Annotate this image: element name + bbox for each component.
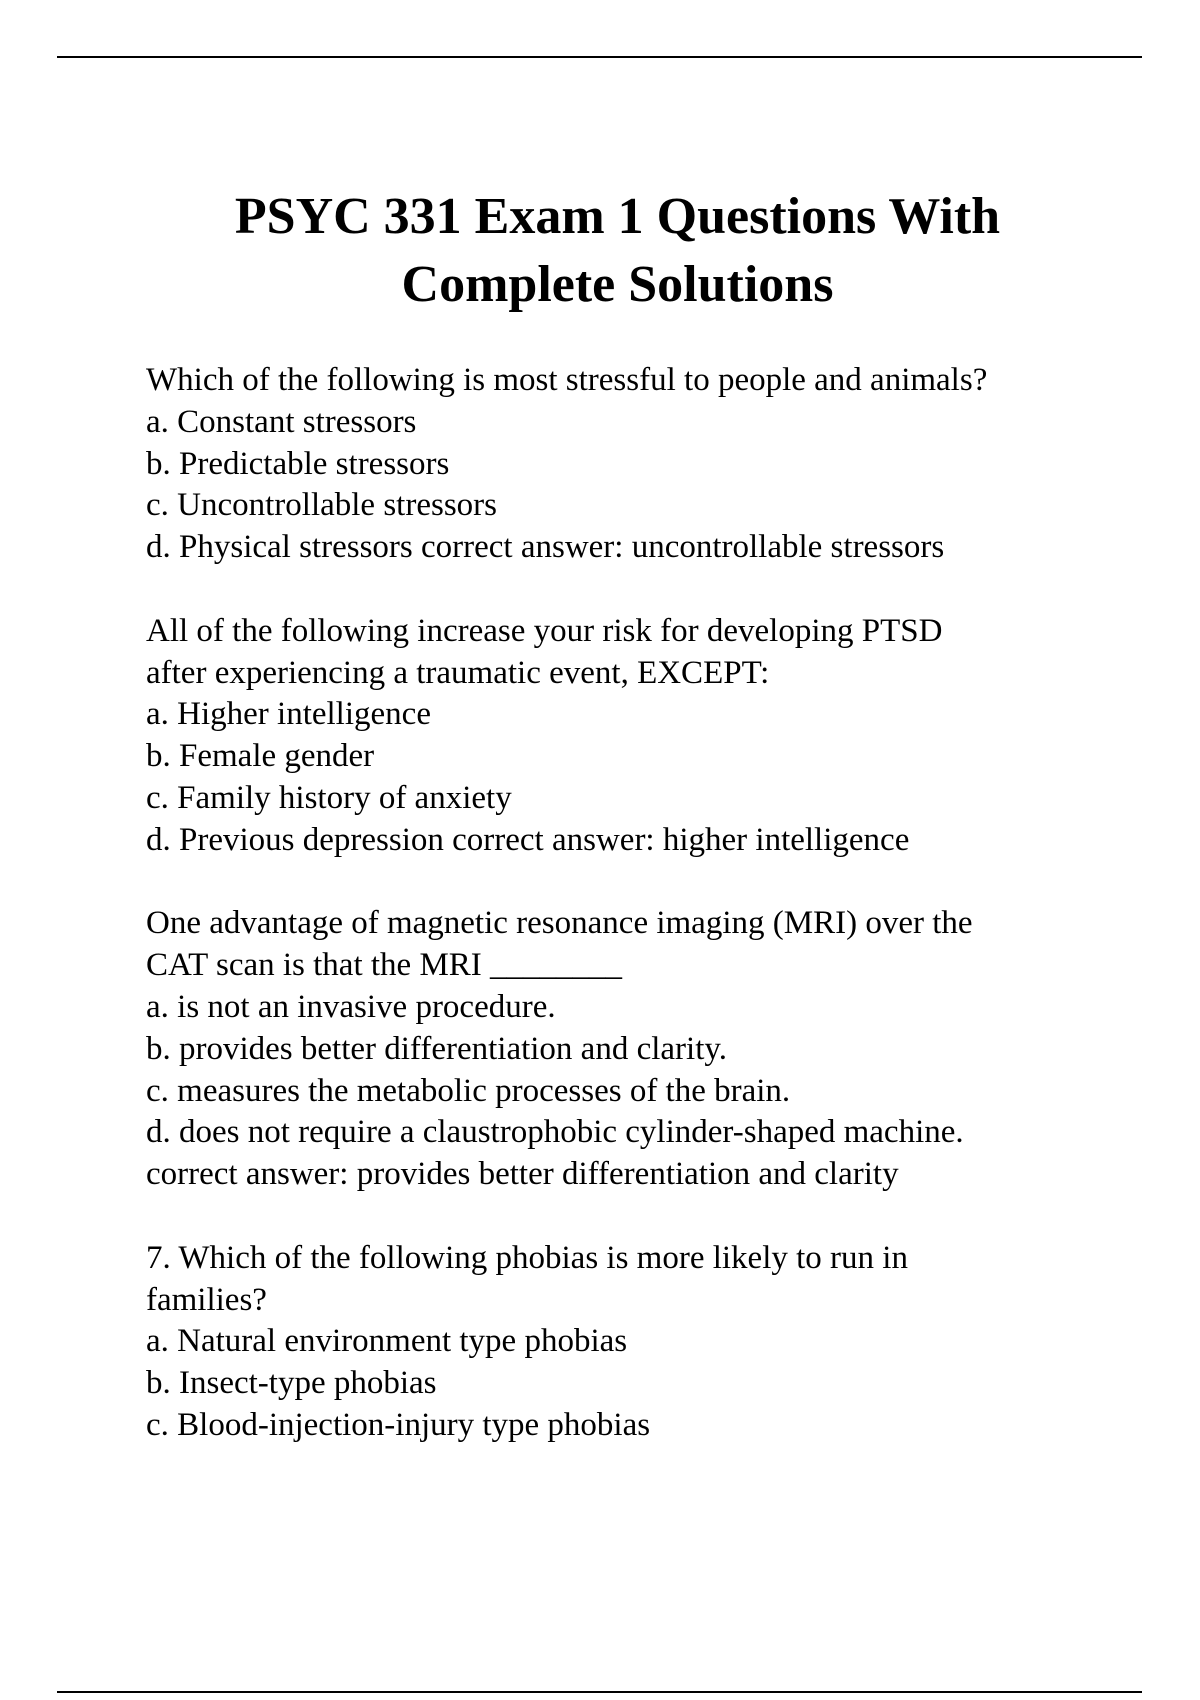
question-text: after experiencing a traumatic event, EXCEPT: [146,654,770,691]
top-rule [57,56,1142,58]
question-block-3 [146,903,1146,1196]
title-line-1: PSYC 331 Exam 1 Questions With [234,188,1001,245]
question-list [146,360,1146,1447]
answer-option: c. Blood-injection-injury type phobias [146,1406,651,1443]
question-text: 7. Which of the following phobias is more likely to run in [146,1239,908,1276]
answer-option: c. measures the metabolic processes of the brain. [146,1072,791,1109]
answer-option: b. Insect-type phobias [146,1365,437,1402]
question-block-2 [146,611,1146,862]
answer-option: d. does not require a claustrophobic cylinder-shaped machine. [146,1114,964,1151]
question-text: CAT scan is that the MRI ________ [146,947,623,984]
page-title [0,183,1200,319]
question-text: Which of the following is most stressful to people and animals? [146,362,988,398]
answer-option-with-solution: d. Previous depression correct answer: higher intelligence [146,821,910,858]
answer-option: c. Family history of anxiety [146,779,512,816]
answer-option: a. Higher intelligence [146,696,431,733]
answer-option: c. Uncontrollable stressors [146,487,497,524]
answer-option-with-solution: d. Physical stressors correct answer: uncontrollable stressors [146,529,945,566]
question-block-1 [146,360,1146,569]
question-text: families? [146,1281,267,1318]
answer-option: b. provides better differentiation and clarity. [146,1030,727,1067]
question-text: All of the following increase your risk for developing PTSD [146,612,943,649]
answer-option: a. Constant stressors [146,403,417,440]
answer-option: a. is not an invasive procedure. [146,988,556,1025]
answer-option: b. Predictable stressors [146,445,450,482]
answer-option: a. Natural environment type phobias [146,1323,628,1360]
answer-option: b. Female gender [146,738,375,775]
question-block-4 [146,1238,1146,1447]
correct-answer: correct answer: provides better differentiation and clarity [146,1156,899,1193]
title-line-2: Complete Solutions [401,256,834,313]
question-text: One advantage of magnetic resonance imaging (MRI) over the [146,905,973,942]
bottom-rule [57,1691,1142,1693]
